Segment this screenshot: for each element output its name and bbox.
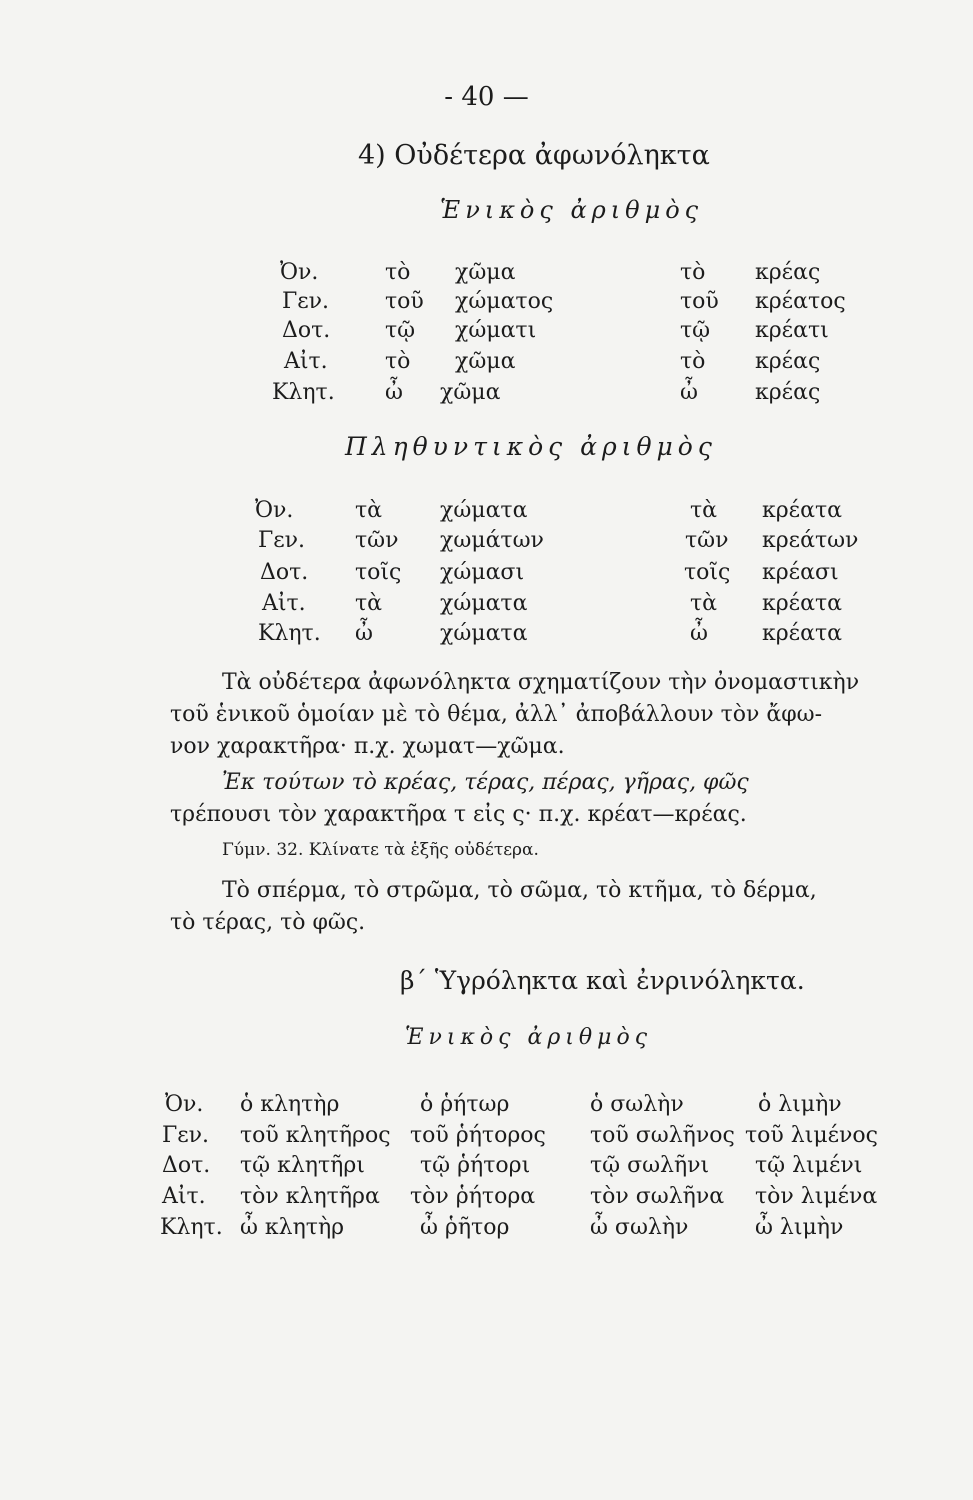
noun-form: τοῦ λιμένος	[745, 1123, 878, 1148]
article: τὸ	[385, 349, 411, 374]
case-label: Αἰτ.	[284, 349, 328, 374]
noun-form: ὁ λιμὴν	[758, 1092, 842, 1117]
noun-form: τῷ σωλῆνι	[590, 1153, 710, 1178]
section-b-title: β΄ Ὑγρόληκτα καὶ ἐνρινόληκτα.	[400, 966, 805, 995]
table-row	[0, 1092, 973, 1124]
noun-form: τὸν λιμένα	[755, 1184, 878, 1209]
table-row	[0, 318, 973, 350]
noun-form: τὸν σωλῆνα	[590, 1184, 725, 1209]
noun-form: χώματα	[440, 621, 528, 646]
article: τῷ	[385, 318, 416, 343]
noun-form: τὸν ῥήτορα	[410, 1184, 536, 1209]
noun-form: κρέατος	[755, 289, 846, 314]
noun-form: ὦ ῥῆτορ	[420, 1215, 510, 1240]
table-row	[0, 528, 973, 560]
noun-form: τῷ λιμένι	[755, 1153, 863, 1178]
case-label: Ὀν.	[280, 260, 319, 285]
section-title: 4) Οὐδέτερα ἀφωνόληκτα	[358, 140, 710, 171]
noun-form: τοῦ κλητῆρος	[240, 1123, 391, 1148]
article: ὦ	[355, 621, 373, 646]
case-label: Γεν.	[258, 528, 306, 553]
noun-form: τὸν κλητῆρα	[240, 1184, 380, 1209]
table-row	[0, 591, 973, 623]
noun-form: χῶμα	[440, 380, 501, 405]
article: τοῖς	[684, 560, 731, 585]
noun-form: τῷ ῥήτορι	[420, 1153, 531, 1178]
noun-form: κρέας	[755, 349, 821, 374]
noun-form: κρέατα	[762, 591, 842, 616]
singular-heading: Ἑνικὸς ἀριθμὸς	[440, 196, 704, 224]
article: τῷ	[680, 318, 711, 343]
noun-form: χῶμα	[455, 349, 516, 374]
noun-form: κρέατα	[762, 498, 842, 523]
article: ὦ	[680, 380, 698, 405]
article: τῶν	[355, 528, 399, 553]
exercise-line: Τὸ σπέρμα, τὸ στρῶμα, τὸ σῶμα, τὸ κτῆμα, τὸ δέρμα,	[222, 878, 817, 903]
table-row	[0, 498, 973, 530]
article: τὸ	[385, 260, 411, 285]
paragraph-line: τρέπουσι τὸν χαρακτῆρα τ εἰς ς· π.χ. κρέατ—κρέας.	[170, 802, 747, 827]
article: ὦ	[690, 621, 708, 646]
table-row	[0, 621, 973, 653]
noun-form: ὦ σωλὴν	[590, 1215, 689, 1240]
paragraph-line: Ἐκ τούτων τὸ κρέας, τέρας, πέρας, γῆρας, φῶς	[222, 770, 749, 795]
table-row	[0, 1184, 973, 1216]
noun-form: ὁ σωλὴν	[590, 1092, 684, 1117]
noun-form: κρέατι	[755, 318, 829, 343]
case-label: Κλητ.	[160, 1215, 223, 1240]
case-label: Κλητ.	[272, 380, 335, 405]
noun-form: χώματι	[455, 318, 537, 343]
article: τῶν	[685, 528, 729, 553]
case-label: Δοτ.	[162, 1153, 211, 1178]
article: τὸ	[680, 349, 706, 374]
case-label: Δοτ.	[282, 318, 331, 343]
case-label: Κλητ.	[258, 621, 321, 646]
table-row	[0, 1123, 973, 1155]
article: τὰ	[690, 498, 718, 523]
article: τὸ	[680, 260, 706, 285]
noun-form: κρέατα	[762, 621, 842, 646]
article: τοῦ	[680, 289, 719, 314]
noun-form: χώμασι	[440, 560, 525, 585]
table-row	[0, 1215, 973, 1247]
table-row	[0, 1153, 973, 1185]
case-label: Ὀν.	[165, 1092, 204, 1117]
noun-form: ὁ κλητὴρ	[240, 1092, 340, 1117]
paragraph-line: Τὰ οὐδέτερα ἀφωνόληκτα σχηματίζουν τὴν ὀνομαστικὴν	[222, 670, 860, 695]
noun-form: κρέας	[755, 380, 821, 405]
plural-heading: Πληθυντικὸς ἀριθμὸς	[345, 432, 717, 461]
article: τοῦ	[385, 289, 424, 314]
article: τὰ	[355, 498, 383, 523]
exercise-label: Γύμν. 32. Κλίνατε τὰ ἑξῆς οὐδέτερα.	[222, 840, 539, 860]
noun-form: χωμάτων	[440, 528, 544, 553]
noun-form: χώματα	[440, 498, 528, 523]
article: τοῖς	[355, 560, 402, 585]
table-row	[0, 349, 973, 381]
singular-heading-b: Ἑνικὸς ἀριθμὸς	[405, 1025, 653, 1050]
noun-form: χώματος	[455, 289, 554, 314]
article: ὦ	[385, 380, 403, 405]
noun-form: ὦ λιμὴν	[755, 1215, 844, 1240]
noun-form: ὁ ῥήτωρ	[420, 1092, 510, 1117]
paragraph-line: νον χαρακτῆρα· π.χ. χωματ—χῶμα.	[170, 734, 565, 759]
case-label: Ὀν.	[255, 498, 294, 523]
case-label: Γεν.	[282, 289, 330, 314]
noun-form: τοῦ ῥήτορος	[410, 1123, 546, 1148]
table-row	[0, 560, 973, 592]
case-label: Αἰτ.	[162, 1184, 206, 1209]
noun-form: κρέας	[755, 260, 821, 285]
article: τὰ	[690, 591, 718, 616]
paragraph-line: τοῦ ἑνικοῦ ὁμοίαν μὲ τὸ θέμα, ἀλλ᾿ ἀποβάλλουν τὸν ἄφω-	[170, 702, 823, 727]
noun-form: κρέασι	[762, 560, 839, 585]
noun-form: χῶμα	[455, 260, 516, 285]
noun-form: τοῦ σωλῆνος	[590, 1123, 735, 1148]
table-row	[0, 289, 973, 321]
case-label: Γεν.	[162, 1123, 210, 1148]
case-label: Αἰτ.	[262, 591, 306, 616]
exercise-line: τὸ τέρας, τὸ φῶς.	[170, 910, 366, 935]
article: τὰ	[355, 591, 383, 616]
page-number: - 40 —	[444, 82, 529, 112]
noun-form: χώματα	[440, 591, 528, 616]
table-row	[0, 380, 973, 412]
noun-form: τῷ κλητῆρι	[240, 1153, 365, 1178]
noun-form: ὦ κλητὴρ	[240, 1215, 345, 1240]
table-row	[0, 260, 973, 292]
noun-form: κρεάτων	[762, 528, 859, 553]
case-label: Δοτ.	[260, 560, 309, 585]
